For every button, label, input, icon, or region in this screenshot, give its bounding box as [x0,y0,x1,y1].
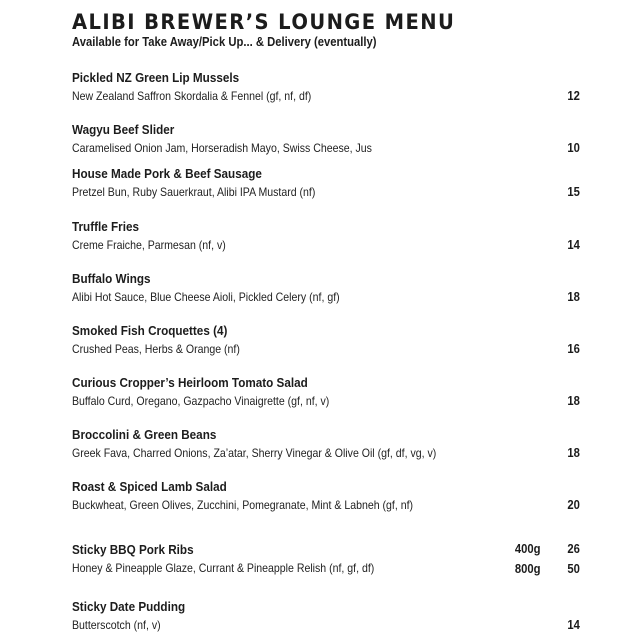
menu-item-description: Honey & Pineapple Glaze, Currant & Pineapple Relish (nf, gf, df) [72,561,375,575]
menu-item-mussels [72,70,582,106]
menu-item-name: Curious Cropper’s Heirloom Tomato Salad [72,375,308,390]
menu-item-name: Roast & Spiced Lamb Salad [72,479,227,494]
ribs-price-large: 50 [567,562,580,576]
menu-item-sausage [72,166,582,202]
menu-item-wings [72,271,582,307]
menu-item-name: Sticky BBQ Pork Ribs [72,542,194,557]
menu-item-lamb-salad [72,479,582,515]
menu-item-name: Wagyu Beef Slider [72,122,175,137]
menu-item-tomato-salad [72,375,582,411]
menu-item-price: 14 [567,618,580,632]
menu-item-name: Truffle Fries [72,219,139,234]
menu-item-description: Buffalo Curd, Oregano, Gazpacho Vinaigrette (gf, nf, v) [72,394,330,408]
ribs-size-large: 800g [514,562,540,576]
menu-item-description: New Zealand Saffron Skordalia & Fennel (gf, nf, df) [72,89,312,103]
menu-item-description: Butterscotch (nf, v) [72,618,161,632]
menu-item-name: Buffalo Wings [72,271,151,286]
menu-item-price: 18 [567,394,580,408]
menu-item-name: Broccolini & Green Beans [72,427,217,442]
menu-item-name: Smoked Fish Croquettes (4) [72,323,228,338]
menu-item-price: 15 [567,185,580,199]
ribs-size-small: 400g [514,542,540,556]
ribs-price-small: 26 [567,542,580,556]
menu-item-croquettes [72,323,582,359]
menu-item-description: Buckwheat, Green Olives, Zucchini, Pomegranate, Mint & Labneh (gf, nf) [72,498,414,512]
menu-item-price: 10 [567,141,580,155]
menu-item-name: Sticky Date Pudding [72,599,186,614]
menu-title: ALIBI BREWER’S LOUNGE MENU [72,10,456,34]
menu-item-description: Caramelised Onion Jam, Horseradish Mayo, Swiss Cheese, Jus [72,141,372,155]
menu-item-broccolini [72,427,582,463]
menu-item-name: House Made Pork & Beef Sausage [72,166,262,181]
menu-item-price: 20 [567,498,580,512]
menu-item-description: Crushed Peas, Herbs & Orange (nf) [72,342,240,356]
menu-item-price: 12 [567,89,580,103]
menu-item-description: Greek Fava, Charred Onions, Za’atar, Sherry Vinegar & Olive Oil (gf, df, vg, v) [72,446,437,460]
menu-item-fries [72,219,582,255]
menu-item-price: 18 [567,290,580,304]
menu-item-description: Creme Fraiche, Parmesan (nf, v) [72,238,226,252]
menu-item-price: 18 [567,446,580,460]
menu-item-pork-ribs [72,542,582,582]
menu-item-description: Pretzel Bun, Ruby Sauerkraut, Alibi IPA Mustard (nf) [72,185,316,199]
menu-item-description: Alibi Hot Sauce, Blue Cheese Aioli, Pickled Celery (nf, gf) [72,290,340,304]
menu-item-slider [72,122,582,158]
menu-item-name: Pickled NZ Green Lip Mussels [72,70,240,85]
menu-subtitle: Available for Take Away/Pick Up... & Delivery (eventually) [72,35,377,49]
menu-item-date-pudding [72,599,582,635]
menu-item-price: 16 [567,342,580,356]
menu-item-price: 14 [567,238,580,252]
